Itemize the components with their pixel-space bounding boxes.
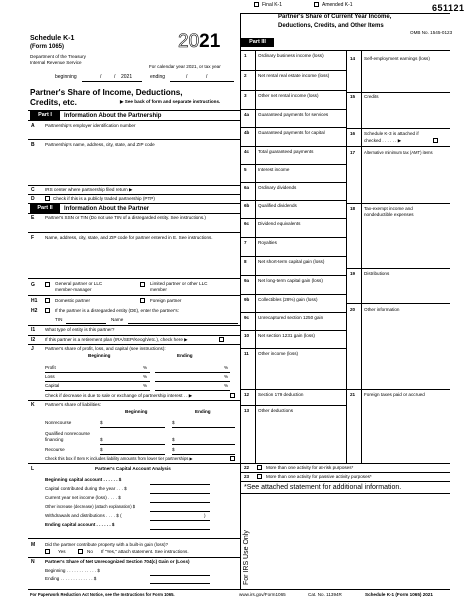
ending-date-field[interactable] (170, 81, 234, 82)
line-4a-text: Guaranteed payments for services (258, 112, 329, 117)
name-label: Name (111, 317, 124, 322)
line-20-text: Other information (364, 307, 400, 312)
line-A-text: Partnership's employer identification number (45, 123, 136, 128)
line-9b-num: 9b (244, 297, 250, 302)
limited-partner-label-2: member (150, 287, 167, 292)
date-slash: / (186, 74, 188, 80)
line-M-text: Did the partner contribute property with a built-in gain (loss)? (45, 542, 169, 547)
rule (28, 344, 240, 345)
line-9a-amount-field[interactable] (255, 285, 345, 293)
profit-label: Profit (45, 365, 56, 370)
profit-begin-field[interactable] (45, 372, 150, 373)
final-k1-label: Final K-1 (262, 2, 283, 8)
rule (28, 557, 240, 558)
line-10-text: Net section 1231 gain (loss) (258, 333, 315, 338)
nonrecourse-label: Nonrecourse (45, 420, 72, 425)
final-k1-checkbox[interactable] (254, 2, 259, 7)
limited-partner-checkbox[interactable] (140, 282, 145, 287)
line-N-letter: N (31, 559, 35, 565)
decrease-sale-checkbox[interactable] (230, 393, 235, 398)
line-6a-num: 6a (244, 185, 250, 190)
line-14-text: Self-employment earnings (loss) (364, 56, 430, 61)
n-ending-field[interactable] (150, 583, 210, 584)
line-18-num: 18 (350, 206, 356, 211)
line-13-num: 13 (244, 408, 250, 413)
passive-activity-checkbox[interactable] (257, 474, 262, 479)
k-beginning-header: Beginning (125, 409, 148, 414)
line-J-letter: J (31, 346, 34, 352)
line-9a-num: 9a (244, 278, 250, 283)
m-no-checkbox[interactable] (78, 549, 83, 554)
line-H2-text: If the partner is a disregarded entity (DE), enter the partner's: (55, 308, 179, 313)
line-4b-text: Guaranteed payments for capital (258, 130, 325, 135)
number-column-divider (255, 50, 256, 463)
rule (28, 213, 240, 214)
footer-website[interactable]: www.irs.gov/Form1065 (239, 592, 286, 597)
part3-title-1: Partner's Share of Current Year Income, (278, 14, 392, 20)
loss-end-field[interactable] (155, 381, 230, 382)
line-1-amount-field[interactable] (255, 60, 345, 69)
line-5-amount-field[interactable] (255, 174, 345, 181)
line-L-letter: L (31, 466, 35, 472)
form-title-line1: Partner's Share of Income, Deductions, (30, 88, 183, 97)
line-4b-amount-field[interactable] (255, 137, 345, 145)
line-9c-amount-field[interactable] (255, 322, 345, 329)
line-10-num: 10 (244, 333, 250, 338)
line-9a-text: Net long-term capital gain (loss) (258, 278, 323, 283)
line-18-text-2: nondeductible expenses (364, 212, 414, 217)
k-lower-tier-text: Check this box if Item K includes liability amounts from lower tier partnerships ▶ (45, 456, 193, 461)
at-risk-checkbox[interactable] (257, 465, 262, 470)
footer-cat-no: Cat. No. 11394R (308, 592, 342, 597)
amended-k1-checkbox[interactable] (314, 2, 319, 7)
subcolumn-divider (346, 50, 347, 463)
de-tin-field[interactable] (66, 323, 106, 324)
l-contributed-field[interactable] (150, 493, 210, 494)
dollar-sign: $ (100, 447, 103, 452)
line-I1-letter: I1 (31, 327, 36, 333)
line-19-num: 19 (350, 271, 356, 276)
line-5-text: Interest income (258, 167, 290, 172)
rule (28, 538, 240, 539)
qualified-end-field[interactable] (172, 444, 235, 445)
line-21-text: Foreign taxes paid or accrued (364, 392, 425, 397)
line-4b-num: 4b (244, 130, 250, 135)
line-17-num: 17 (350, 150, 356, 155)
qualified-begin-field[interactable] (100, 444, 165, 445)
line-6c-amount-field[interactable] (255, 228, 345, 236)
line-9b-text: Collectibles (28%) gain (loss) (258, 297, 318, 302)
line-6a-text: Ordinary dividends (258, 185, 297, 190)
line-9c-text: Unrecaptured section 1250 gain (258, 315, 324, 320)
line-I2-letter: I2 (31, 337, 36, 343)
line-D-text: Check if this is a publicly traded partnership (PTP) (53, 196, 155, 201)
line-K-text: Partner's share of liabilities: (45, 402, 102, 407)
calendar-year-text: For calendar year 2021, or tax year (149, 64, 221, 69)
capital-begin-field[interactable] (45, 390, 150, 391)
line-F-letter: F (31, 235, 35, 241)
line-23-text: More than one activity for passive activity purposes* (266, 474, 372, 479)
line-7-num: 7 (244, 240, 247, 245)
line-21-num: 21 (350, 392, 356, 397)
line-6b-text: Qualified dividends (258, 203, 297, 208)
part1-title: Information About the Partnership (64, 113, 162, 119)
line-16-text-2: checked . . . . . . ▶ (364, 138, 402, 143)
rule (240, 493, 450, 494)
line-7-text: Royalties (258, 240, 277, 245)
line-1-num: 1 (244, 53, 247, 58)
line-8-text: Net short-term capital gain (loss) (258, 259, 325, 264)
line-4a-amount-field[interactable] (255, 119, 345, 126)
line-F-text: Name, address, city, state, and ZIP code for partner entered in E. See instructions. (45, 235, 213, 240)
line-9b-amount-field[interactable] (255, 304, 345, 311)
see-attached-statement: *See attached statement for additional information. (244, 484, 402, 491)
loss-begin-field[interactable] (45, 381, 150, 382)
n-beginning: Beginning . . . . . . . . . . . . $ (45, 568, 100, 573)
form-title-line2: Credits, etc. (30, 98, 77, 107)
general-partner-checkbox[interactable] (45, 282, 50, 287)
line-J-text: Partner's share of profit, loss, and capital (see instructions): (45, 346, 166, 351)
rule (346, 268, 450, 269)
beginning-label: beginning (55, 74, 77, 80)
line-12-text: Section 179 deduction (258, 392, 304, 397)
tax-year-bold: 21 (199, 31, 221, 52)
date-slash: / (114, 74, 116, 80)
ending-label: ending (150, 74, 166, 80)
rule (28, 120, 240, 121)
line-3-num: 3 (244, 93, 247, 98)
line-2-num: 2 (244, 73, 247, 78)
line-E-letter: E (31, 215, 35, 221)
line-M-letter: M (31, 542, 36, 548)
line-16-num: 16 (350, 131, 356, 136)
domestic-partner-checkbox[interactable] (45, 298, 50, 303)
rule (28, 185, 240, 186)
line-N-text: Partner's Share of Net Unrecognized Section 704(c) Gain or (Loss) (45, 559, 190, 564)
rule (28, 232, 240, 233)
line-5-num: 5 (244, 167, 247, 172)
form-number: (Form 1065) (30, 44, 65, 50)
rule (28, 325, 240, 326)
line-17-text: Alternative minimum tax (AMT) items (364, 150, 433, 155)
line-22-num: 22 (244, 465, 250, 470)
line-18-text-1: Tax-exempt income and (364, 206, 413, 211)
dollar-sign: $ (100, 420, 103, 425)
department: Department of the Treasury (30, 54, 86, 59)
rule (240, 481, 450, 482)
schedule-title: Schedule K-1 (30, 35, 75, 42)
tax-year-light: 20 (178, 31, 200, 52)
line-23-num: 23 (244, 474, 250, 479)
rule (346, 303, 450, 304)
pct-sign: % (143, 383, 148, 388)
rule (240, 50, 450, 51)
rule (240, 472, 450, 473)
l-withdrawals: Withdrawals and distributions . . . . $ ( (45, 513, 122, 518)
line-A-letter: A (31, 123, 35, 129)
l-contributed: Capital contributed during the year . . . $ (45, 486, 127, 491)
recourse-begin-field[interactable] (100, 454, 165, 455)
rule (346, 146, 450, 147)
close-paren: ) (204, 513, 206, 518)
line-4c-num: 4c (244, 149, 250, 154)
rule (240, 463, 450, 464)
retirement-plan-checkbox[interactable] (219, 337, 224, 342)
line-I1-text: What type of entity is this partner? (45, 327, 115, 332)
date-slash: / (100, 74, 102, 80)
recourse-label: Recourse (45, 447, 65, 452)
l-other-increase: Other increase (decrease) (attach explanation) $ (45, 504, 136, 509)
omb-number: OMB No. 1545-0123 (410, 30, 453, 35)
rule (28, 194, 240, 195)
rule (28, 463, 240, 464)
line-C-letter: C (31, 187, 35, 193)
l-beginning-capital-field[interactable] (150, 484, 210, 485)
tin-label: TIN (55, 317, 63, 322)
part3-label: Part III (241, 38, 274, 47)
line-E-text: Partner's SSN or TIN (Do not use TIN of a disregarded entity. See instructions.) (45, 215, 206, 220)
qualified-label-2: financing (45, 437, 64, 442)
tax-year (178, 32, 220, 51)
line-6a-amount-field[interactable] (255, 192, 345, 199)
j-decrease-text: Check if decrease is due to sale or exchange of partnership interest . . ▶ (45, 393, 193, 398)
domestic-partner-label: Domestic partner (55, 298, 90, 303)
recourse-end-field[interactable] (172, 454, 235, 455)
beginning-year: 2021 (121, 74, 133, 80)
rule (346, 128, 450, 129)
line-8-num: 8 (244, 259, 247, 264)
dollar-sign: $ (172, 437, 175, 442)
j-ending-header: Ending (177, 353, 193, 358)
n-beginning-field[interactable] (150, 575, 210, 576)
nonrecourse-end-field[interactable] (172, 427, 235, 428)
disregarded-entity-checkbox[interactable] (45, 308, 50, 313)
line-6c-text: Dividend equivalents (258, 221, 301, 226)
dollar-sign: $ (172, 420, 175, 425)
line-12-num: 12 (244, 392, 250, 397)
line-G-letter: G (31, 282, 35, 288)
rule (346, 203, 450, 204)
l-ending-capital-field[interactable] (150, 529, 210, 530)
column-divider (240, 13, 241, 589)
nonrecourse-begin-field[interactable] (100, 427, 165, 428)
line-13-amount-field[interactable] (255, 415, 345, 462)
line-3-amount-field[interactable] (255, 100, 345, 108)
l-other-increase-field[interactable] (150, 511, 210, 512)
k-ending-header: Ending (195, 409, 211, 414)
line-6b-amount-field[interactable] (255, 210, 345, 217)
m-yes-checkbox[interactable] (45, 549, 50, 554)
l-beginning-capital: Beginning capital account . . . . . . $ (45, 477, 122, 482)
irs-use-only: For IRS Use Only (243, 530, 250, 585)
line-D-letter: D (31, 196, 35, 202)
line-20-num: 20 (350, 307, 356, 312)
line-11-num: 11 (244, 351, 249, 356)
rule (28, 589, 450, 590)
part3-title (278, 13, 391, 31)
line-4c-text: Total guaranteed payments (258, 149, 314, 154)
foreign-partner-label: Foreign partner (150, 298, 182, 303)
l-withdrawals-field[interactable] (150, 520, 210, 521)
rule (28, 400, 240, 401)
line-7-amount-field[interactable] (255, 247, 345, 255)
irs-label: Internal Revenue Service (30, 60, 82, 65)
part3-title-2: Deductions, Credits, and Other Items (278, 23, 384, 29)
form-id: 651121 (432, 3, 465, 13)
m-yes-label: Yes (58, 549, 66, 554)
beginning-date-field[interactable] (82, 81, 142, 82)
pct-sign: % (224, 383, 229, 388)
line-4a-num: 4a (244, 112, 250, 117)
line-B-text: Partnership's name, address, city, state, and ZIP code (45, 142, 155, 147)
part2-title: Information About the Partner (64, 206, 150, 212)
profit-end-field[interactable] (155, 372, 230, 373)
rule (346, 389, 450, 390)
line-10-amount-field[interactable] (255, 340, 345, 347)
k3-attached-checkbox[interactable] (433, 138, 438, 143)
line-C-text: IRS center where partnership filed return ▶ (45, 187, 133, 192)
n-ending: Ending . . . . . . . . . . . . . $ (45, 576, 97, 581)
footer-form-name: Schedule K-1 (Form 1065) 2021 (365, 592, 433, 597)
limited-partner-label: Limited partner or other LLC (150, 281, 208, 286)
general-partner-label: General partner or LLC (55, 281, 103, 286)
line-4c-amount-field[interactable] (255, 156, 345, 163)
line-H1-letter: H1 (31, 298, 38, 304)
line-14-num: 14 (350, 56, 356, 61)
amended-k1-label: Amended K-1 (322, 2, 353, 8)
rule (28, 278, 240, 279)
loss-label: Loss (45, 374, 55, 379)
date-slash: / (206, 74, 208, 80)
part1-label: Part I (30, 111, 60, 120)
line-13-text: Other deductions (258, 408, 293, 413)
line-K-letter: K (31, 402, 35, 408)
ptp-checkbox[interactable] (45, 196, 50, 201)
line-6c-num: 6c (244, 221, 250, 226)
l-net-income: Current year net income (loss) . . . . $ (45, 495, 121, 500)
line-11-amount-field[interactable] (255, 358, 345, 388)
dollar-sign: $ (100, 437, 103, 442)
line-B-letter: B (31, 142, 35, 148)
dollar-sign: $ (172, 447, 175, 452)
line-15-text: Credits (364, 94, 379, 99)
general-partner-label-2: member-manager (55, 287, 92, 292)
qualified-label: Qualified nonrecourse (45, 431, 90, 436)
rule (28, 335, 240, 336)
lower-tier-checkbox[interactable] (230, 456, 235, 461)
line-I2-text: If this partner is a retirement plan (IRA/SEP/Keogh/etc.), check here ▶ (45, 337, 188, 342)
line-11-text: Other income (loss) (258, 351, 299, 356)
line-6b-num: 6b (244, 203, 250, 208)
line-H2-letter: H2 (31, 308, 38, 314)
line-1-text: Ordinary business income (loss) (258, 53, 324, 58)
foreign-partner-checkbox[interactable] (140, 298, 145, 303)
line-9c-num: 9c (244, 315, 250, 320)
line-3-text: Other net rental income (loss) (258, 93, 319, 98)
line-15-num: 15 (350, 94, 356, 99)
line-22-text: More than one activity for at-risk purposes* (266, 465, 354, 470)
rule (28, 139, 240, 140)
line-8-amount-field[interactable] (255, 266, 345, 274)
m-no-label: No (87, 549, 93, 554)
line-16-text-1: Schedule K-3 is attached if (364, 131, 419, 136)
part2-label: Part II (30, 204, 60, 213)
l-net-income-field[interactable] (150, 502, 210, 503)
pct-sign: % (143, 374, 148, 379)
line-2-text: Net rental real estate income (loss) (258, 73, 330, 78)
see-back-note: ▶ See back of form and separate instructions. (120, 99, 221, 104)
line-2-amount-field[interactable] (255, 80, 345, 89)
rule (346, 92, 450, 93)
subcolumn-divider (361, 50, 362, 463)
footer-paperwork: For Paperwork Reduction Act Notice, see the Instructions for Form 1065. (30, 592, 175, 597)
de-name-field[interactable] (128, 323, 238, 324)
pct-sign: % (143, 365, 148, 370)
capital-end-field[interactable] (155, 390, 230, 391)
l-ending-capital: Ending capital account . . . . . . $ (45, 522, 115, 527)
capital-label: Capital (45, 383, 60, 388)
j-beginning-header: Beginning (88, 353, 111, 358)
pct-sign: % (224, 374, 229, 379)
m-note: If "Yes," attach statement. See instructions. (101, 549, 189, 554)
rule (28, 295, 240, 296)
line-19-text: Distributions (364, 271, 390, 276)
pct-sign: % (224, 365, 229, 370)
capital-account-title: Partner's Capital Account Analysis (95, 466, 171, 471)
